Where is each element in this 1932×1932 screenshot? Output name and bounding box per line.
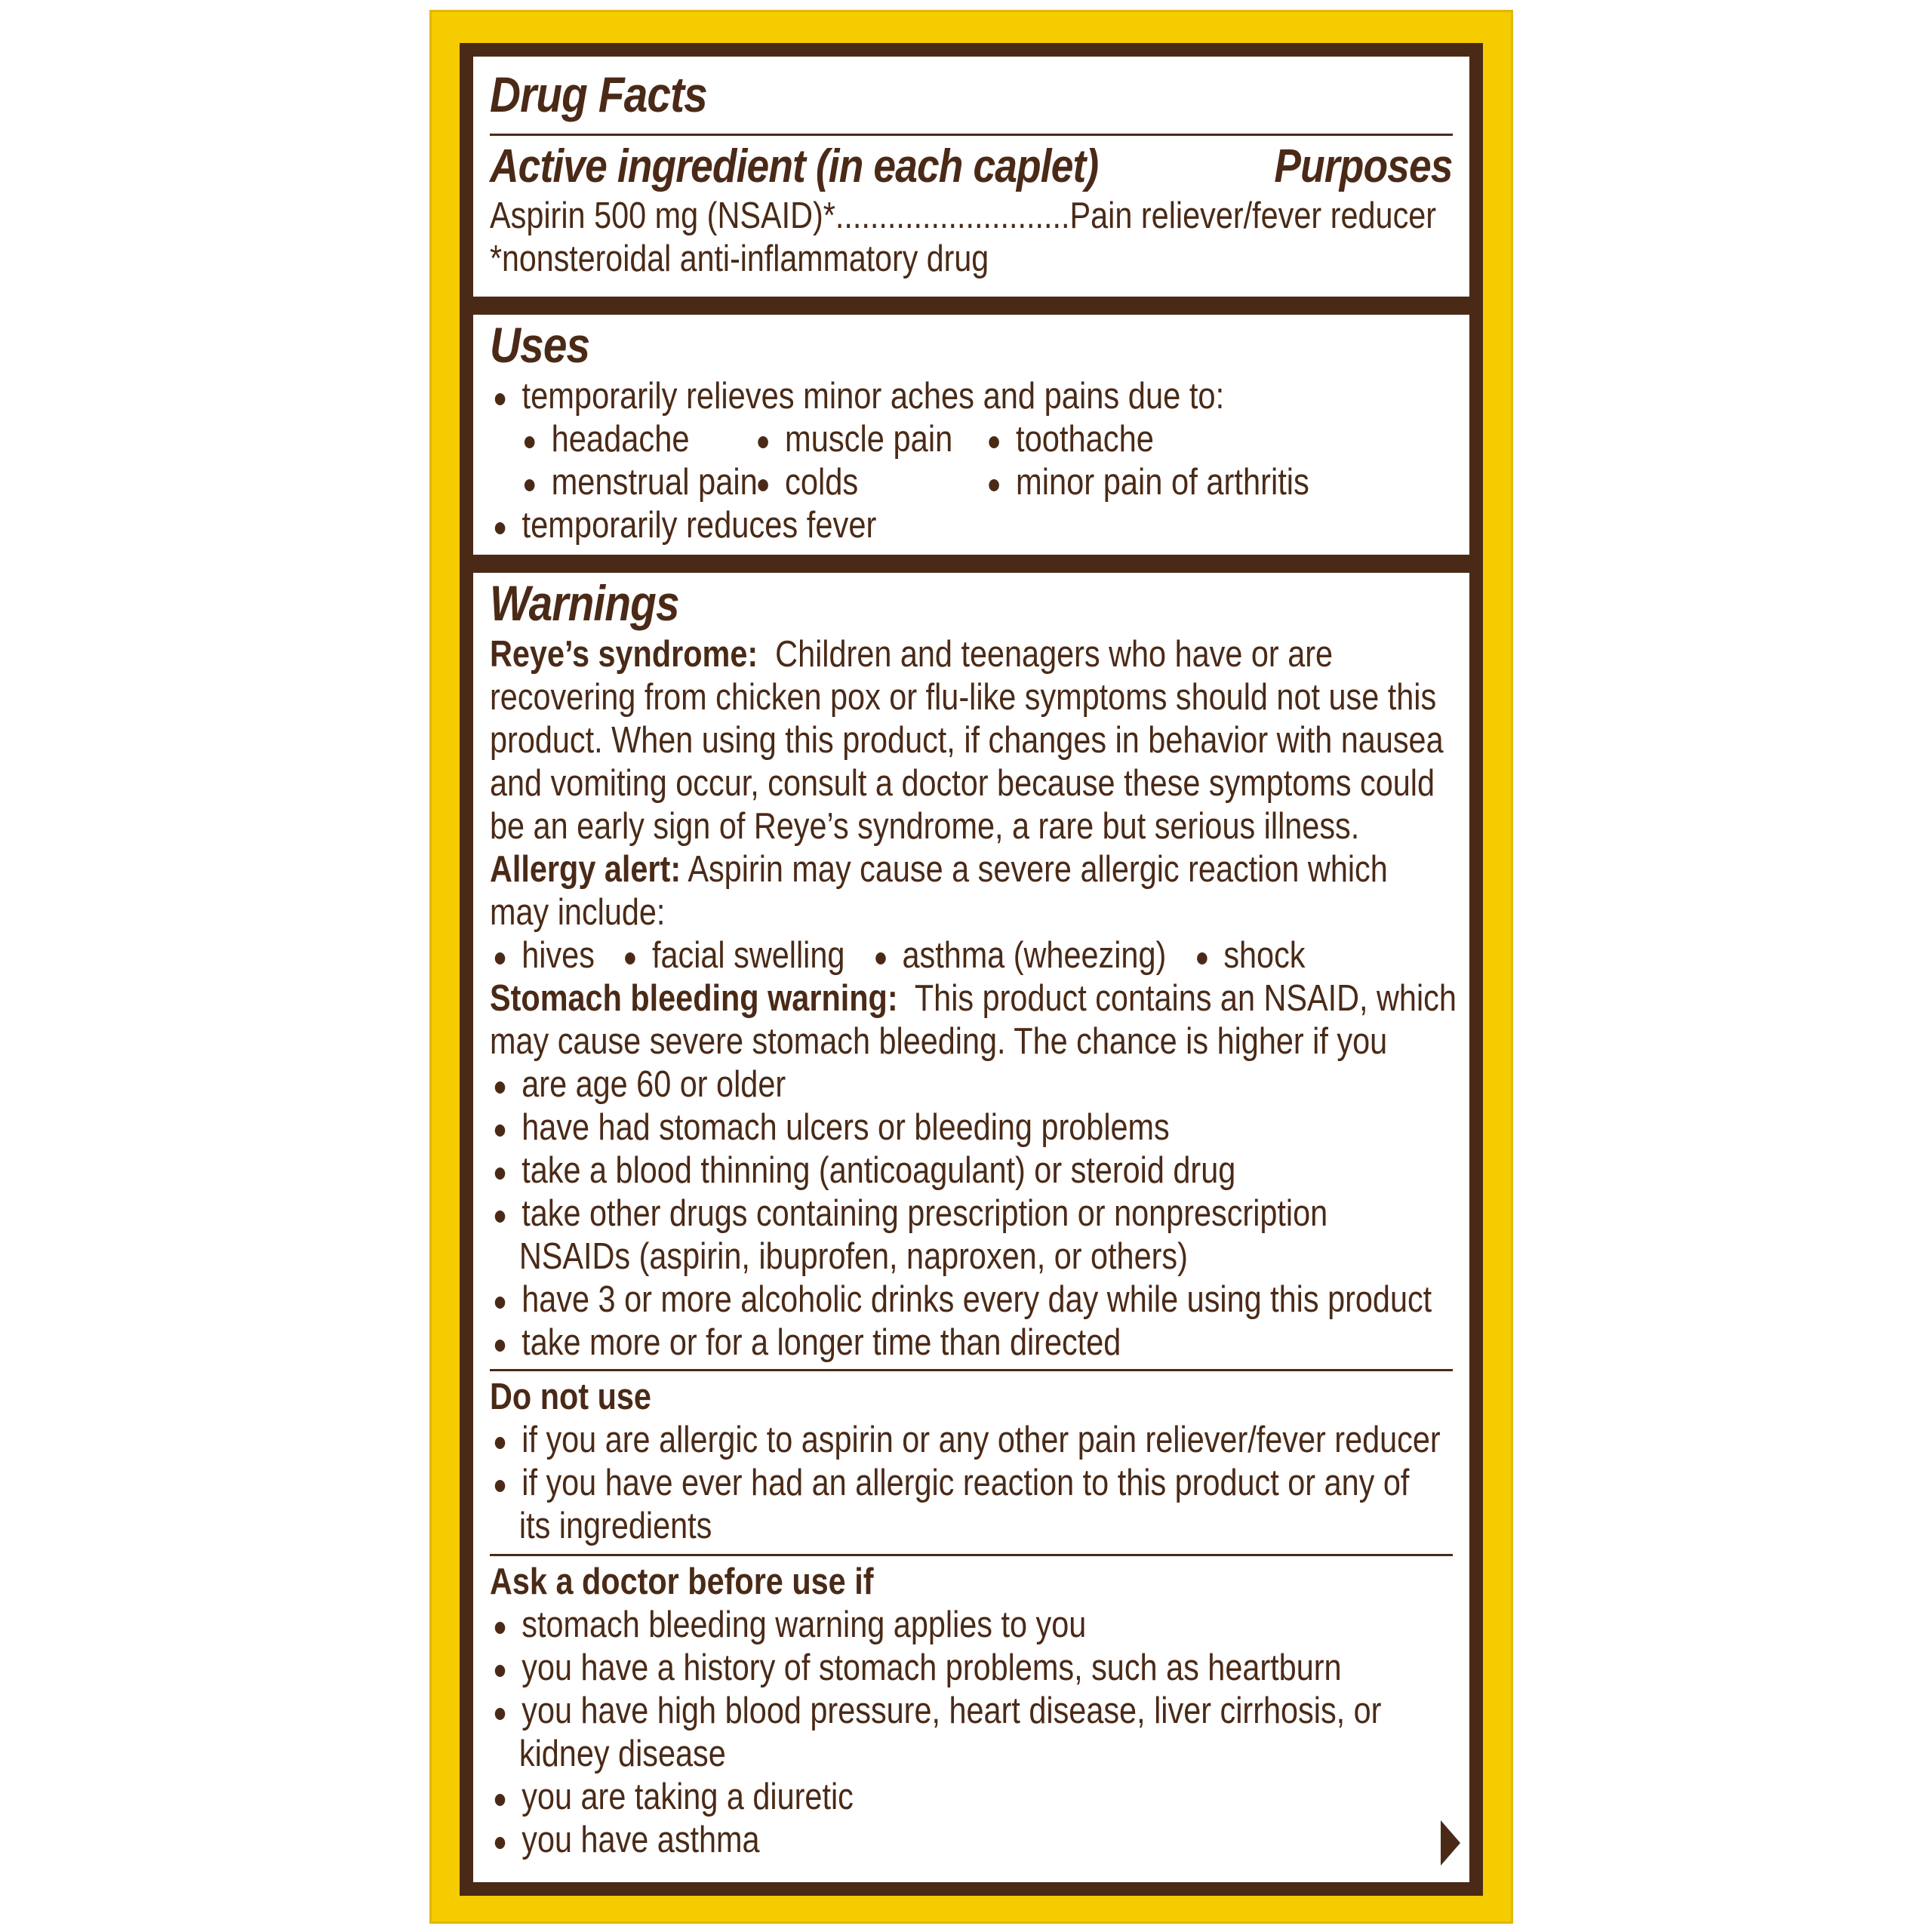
use-menstrual-pain: menstrual pain xyxy=(519,461,752,504)
warnings-panel xyxy=(473,573,1469,1882)
use-reduces-fever: temporarily reduces fever xyxy=(490,504,1309,547)
do-not-use-item-2: if you have ever had an allergic reaction to this product or any of xyxy=(490,1462,1303,1505)
ask-doctor-rule xyxy=(490,1554,1453,1556)
allergy-line-2: may include: xyxy=(490,892,666,933)
active-ingredient-heading: Active ingredient (in each caplet) xyxy=(490,140,1099,192)
title-rule xyxy=(490,134,1453,136)
use-headache: headache xyxy=(519,418,752,461)
ingredient-name: Aspirin 500 mg (NSAID)* xyxy=(490,195,835,236)
reye-line-4: and vomiting occur, consult a doctor because these symptoms could xyxy=(490,763,1435,804)
ask-doctor-item-4: you are taking a diuretic xyxy=(490,1776,1303,1819)
ask-doctor-title: Ask a doctor before use if xyxy=(490,1561,874,1602)
allergy-line-1 xyxy=(490,848,1388,891)
stomach-text-1: This product contains an NSAID, which xyxy=(914,978,1457,1019)
footnote: *nonsteroidal anti-inflammatory drug xyxy=(490,238,989,279)
do-not-use-item-2-cont: its ingredients xyxy=(518,1506,712,1546)
use-muscle-pain: muscle pain xyxy=(753,418,984,461)
do-not-use-item-1: if you are allergic to aspirin or any other pain reliever/fever reducer xyxy=(490,1419,1303,1462)
uses-panel xyxy=(473,315,1469,573)
allergy-hives: hives xyxy=(490,934,595,977)
stomach-item-4: take other drugs containing prescription or nonprescription xyxy=(490,1192,1303,1235)
stomach-item-6: take more or for a longer time than directed xyxy=(490,1321,1303,1364)
reye-label: Reye’s syndrome: xyxy=(490,634,758,675)
stomach-line-1 xyxy=(490,977,1457,1020)
uses-intro: temporarily relieves minor aches and pains due to: xyxy=(490,375,1309,418)
stomach-label: Stomach bleeding warning: xyxy=(490,978,898,1019)
allergy-items xyxy=(490,934,1306,977)
reye-line-3: product. When using this product, if changes in behavior with nausea xyxy=(490,720,1444,761)
drug-facts-title: Drug Facts xyxy=(490,66,707,122)
drug-facts-panel xyxy=(473,57,1469,315)
active-ingredient-header xyxy=(490,139,1453,195)
reye-line-1 xyxy=(490,633,1334,676)
reye-line-5: be an early sign of Reye’s syndrome, a rare but serious illness. xyxy=(490,806,1360,847)
allergy-text-1: Aspirin may cause a severe allergic reaction which xyxy=(688,849,1388,890)
purposes-heading: Purposes xyxy=(1274,140,1453,192)
stomach-item-3: take a blood thinning (anticoagulant) or steroid drug xyxy=(490,1149,1303,1192)
ask-doctor-item-3: you have high blood pressure, heart disease, liver cirrhosis, or xyxy=(490,1690,1303,1733)
warnings-title: Warnings xyxy=(490,575,679,631)
allergy-facial-swelling: facial swelling xyxy=(620,934,845,977)
ingredient-line xyxy=(490,195,1437,238)
ingredient-purpose: Pain reliever/fever reducer xyxy=(1069,195,1437,236)
use-toothache: toothache xyxy=(984,418,1247,461)
ask-doctor-item-3-cont: kidney disease xyxy=(518,1734,726,1774)
do-not-use-rule xyxy=(490,1369,1453,1371)
allergy-shock: shock xyxy=(1192,934,1305,977)
reye-line-2: recovering from chicken pox or flu-like symptoms should not use this xyxy=(490,677,1437,718)
use-arthritis: minor pain of arthritis xyxy=(984,461,1247,504)
stomach-item-5: have 3 or more alcoholic drinks every day while using this product xyxy=(490,1278,1303,1321)
ask-doctor-item-5: you have asthma xyxy=(490,1819,1303,1862)
stomach-item-1: are age 60 or older xyxy=(490,1063,1303,1106)
right-triangle-arrow-icon xyxy=(1441,1820,1460,1866)
stomach-item-4-cont: NSAIDs (aspirin, ibuprofen, naproxen, or others) xyxy=(518,1236,1188,1277)
leader-dots: ........................... xyxy=(835,195,1070,236)
allergy-asthma: asthma (wheezing) xyxy=(870,934,1166,977)
do-not-use-title: Do not use xyxy=(490,1377,651,1417)
use-colds: colds xyxy=(753,461,984,504)
ask-doctor-item-2: you have a history of stomach problems, such as heartburn xyxy=(490,1647,1303,1690)
stomach-line-2: may cause severe stomach bleeding. The chance is higher if you xyxy=(490,1021,1388,1062)
stomach-item-2: have had stomach ulcers or bleeding problems xyxy=(490,1106,1303,1149)
allergy-label: Allergy alert: xyxy=(490,849,681,890)
uses-columns xyxy=(490,418,1309,504)
uses-title: Uses xyxy=(490,317,590,373)
ask-doctor-item-1: stomach bleeding warning applies to you xyxy=(490,1604,1303,1647)
reye-text-1: Children and teenagers who have or are xyxy=(775,634,1334,675)
